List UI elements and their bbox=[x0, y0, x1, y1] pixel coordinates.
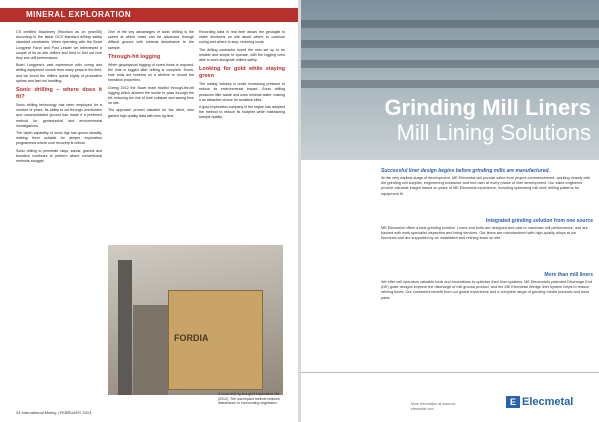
section-heading: Integrated grinding solution from one source bbox=[486, 218, 593, 224]
article-column-1 bbox=[16, 30, 102, 166]
section-heading: More than mill liners bbox=[544, 272, 593, 278]
subheading: Sonic drilling – where does it fit? bbox=[16, 87, 102, 101]
section-title: MINERAL EXPLORATION bbox=[26, 10, 132, 19]
right-page-advert bbox=[301, 0, 599, 422]
logo-mark: E bbox=[506, 396, 520, 408]
paragraph: The depth capability of sonic rigs has grown steadily, making them suitable for deeper exploration programmes where core recovery is critical. bbox=[16, 131, 102, 146]
paragraph: Sonic drilling to penetrate clays, sands, gravels and boulders continues to perform where conventional methods struggle. bbox=[16, 148, 102, 164]
liner-stripe bbox=[301, 20, 599, 28]
section-text: We offer mill operators valuable tools and innovations to optimise their liner systems. ME Elecmetal's patented Discharge End (DE) grate designs improve the discharge of mill ground product, and the ME Elecmetal Wedge liner system helps to reduce relining times. Our customers benefit from our global experience and a complete range of grinding media products and wear parts. bbox=[381, 280, 592, 300]
liner-stripe bbox=[301, 60, 599, 68]
elecmetal-logo bbox=[506, 396, 573, 408]
paragraph: One of the key advantages of sonic drilling is the speed at which holes can be advanced through difficult ground with minimal disturbance to the sample. bbox=[108, 30, 194, 50]
liner-stripe bbox=[301, 80, 599, 88]
article-column-3 bbox=[199, 30, 285, 123]
intro-heading: Successful liner design begins before grinding mills are manufactured. bbox=[381, 168, 550, 174]
intro-text: At the very earliest stage of development, ME Elecmetal will provide value from project commencement, working closely with the grinding mill supplier, engineering contractor and end user at every phase of liner development. Our sales engineers provide valuable insight based on years of ME Elecmetal experience, including optimising mill shell drilling patterns for equipment fit. bbox=[381, 176, 591, 196]
divider bbox=[301, 372, 599, 373]
hero-title: Grinding Mill Liners bbox=[384, 95, 591, 120]
paragraph: Recording data in real time allows the geologist to make decisions on site about where to continue coring and where to stop, reducing costs. bbox=[199, 30, 285, 45]
crate-label: FORDIA bbox=[174, 333, 209, 343]
paragraph: The mining industry is under increasing pressure to reduce its environmental impact. Sonic drilling produces little waste and uses minimal water, making it an attractive choice for sensitive sites. bbox=[199, 82, 285, 102]
paragraph: Boart Longyear's vast experience with coring and drilling equipment comes from many years in the field, and we found the drillers speak highly of productive uptime and fast rod handling. bbox=[16, 63, 102, 83]
website-note: More information at www.me-elecmetal.com bbox=[411, 402, 457, 411]
article-column-2 bbox=[108, 30, 194, 121]
logo-text: Elecmetal bbox=[522, 396, 574, 408]
paragraph: The approach proved valuable for the client, who gained high quality data with less rig time. bbox=[108, 108, 194, 118]
subheading: Looking for gold while staying green bbox=[199, 66, 285, 80]
left-page bbox=[0, 0, 298, 422]
paragraph: Sonic drilling technology has been employed for a number of years. Its ability to cut through overburden and unconsolidated ground has made it a preferred method for geotechnical and environmental investigations. bbox=[16, 103, 102, 128]
paragraph: When geophysical logging of cored holes is required, the hole is logged after drilling is complete. Down-hole tools are lowered on a wireline to record the formation properties. bbox=[108, 62, 194, 83]
paragraph: During 2012 the Boart team trialled through-the-bit logging which allowed the sonde to pass through the bit, reducing the risk of hole collapse and saving time on site. bbox=[108, 85, 194, 106]
paragraph: A gold exploration company in the region has adopted the method to reduce its footprint while maintaining sample quality. bbox=[199, 105, 285, 120]
paragraph: The drilling contractor found the new set up to be reliable and simple to operate, with the logging crew able to work alongside drillers safely. bbox=[199, 47, 285, 63]
hero-subtitle: Mill Lining Solutions bbox=[396, 120, 591, 145]
subheading: Through-hit logging bbox=[108, 53, 161, 60]
page-footer: 24 International Mining | FEBRUARY 2013 bbox=[16, 410, 92, 415]
drill-rig-photo bbox=[108, 245, 283, 395]
rig-body bbox=[133, 305, 168, 395]
section-text: ME Elecmetal offers a total grinding solution. Liners and bolts are designed and cast to maximise mill performance, and are backed with work specialist inspection and lining services. Our liners are manufactured with high-quality alloys at our foundries and are supported by an installation and relining team on site. bbox=[381, 226, 588, 241]
photo-caption: A sonic drill rig at a gold exploration site (2012). The low-impact method reduces disturbance to surrounding vegetation. bbox=[218, 392, 280, 405]
paragraph: CS certified Machinery (Stockton as on year/SB) according to the latest GCS standard drilling safety standard constraints. When operating with the Boart Longyear Favor and Post Leader we interviewed a couple of its on-site drillers and tried to find out how they see drill performance. bbox=[16, 30, 102, 61]
drill-mast bbox=[118, 260, 132, 395]
liner-stripe bbox=[301, 40, 599, 48]
